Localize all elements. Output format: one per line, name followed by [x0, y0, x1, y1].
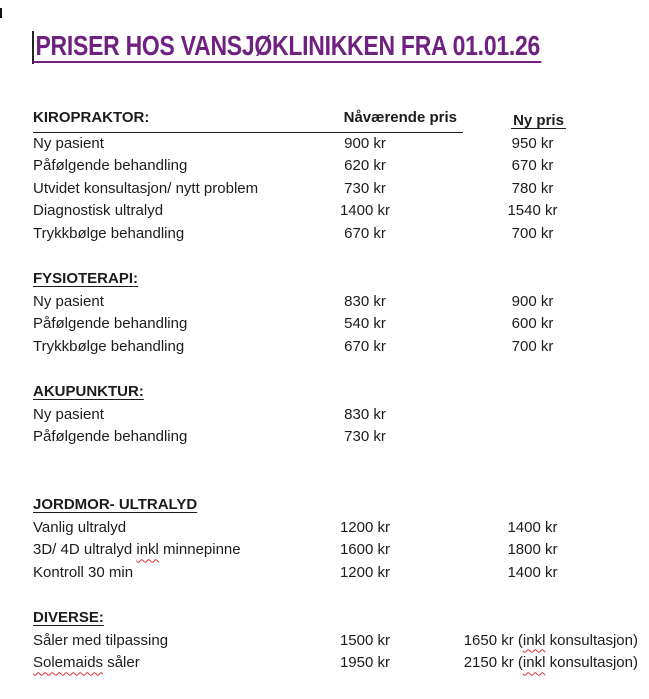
new-price: 780 kr	[511, 179, 554, 197]
new-price: 670 kr	[511, 157, 554, 175]
current-price: 1200 kr	[339, 563, 391, 581]
new-price: 1400 kr	[507, 518, 558, 536]
current-price: 1400 kr	[339, 202, 391, 220]
section-heading: DIVERSE:	[33, 609, 104, 627]
section-akupunktur	[33, 381, 638, 449]
new-price: 1540 kr	[507, 202, 558, 220]
table-row	[33, 426, 638, 449]
row-label: Trykkbølge behandling	[33, 337, 185, 355]
current-price: 1200 kr	[339, 518, 391, 536]
new-price: 1650 kr (inkl konsultasjon)	[463, 631, 638, 649]
current-price: 900 kr	[344, 134, 386, 152]
table-row	[33, 291, 638, 314]
section-heading: FYSIOTERAPI:	[33, 270, 139, 288]
new-price: 1400 kr	[507, 563, 558, 581]
new-price: 700 kr	[511, 224, 554, 242]
table-row	[33, 336, 638, 359]
col-header-current: Nåværende pris	[343, 109, 457, 126]
current-price: 670 kr	[344, 224, 386, 242]
table-header-row	[33, 110, 638, 133]
row-label: Utvidet konsultasjon/ nytt problem	[33, 179, 259, 197]
new-price: 950 kr	[511, 134, 554, 152]
new-price: 2150 kr (inkl konsultasjon)	[463, 654, 638, 672]
row-label: Kontroll 30 min	[33, 563, 134, 581]
section-kiropraktor	[33, 110, 638, 246]
new-price: 1800 kr	[507, 541, 558, 559]
current-price: 540 kr	[344, 315, 386, 333]
row-label: Påfølgende behandling	[33, 157, 188, 175]
new-price: 900 kr	[511, 292, 554, 310]
table-row	[33, 517, 638, 540]
new-price: 700 kr	[511, 337, 554, 355]
table-row	[33, 652, 638, 675]
current-price: 1500 kr	[339, 631, 391, 649]
table-row	[33, 630, 638, 653]
table-row	[33, 404, 638, 427]
row-label: Påfølgende behandling	[33, 428, 188, 446]
table-row	[33, 539, 638, 562]
table-row	[33, 313, 638, 336]
page-title: PRISER HOS VANSJØKLINIKKEN FRA 01.01.26	[33, 32, 542, 63]
current-price: 670 kr	[344, 337, 386, 355]
current-price: 620 kr	[344, 157, 386, 175]
table-row	[33, 223, 638, 246]
current-price: 830 kr	[344, 292, 386, 310]
row-label: Ny pasient	[33, 134, 104, 152]
table-row	[33, 200, 638, 223]
table-row	[33, 562, 638, 585]
section-jordmor-ultralyd	[33, 494, 638, 584]
misspelled-word: inkl	[136, 541, 159, 559]
row-label: Vanlig ultralyd	[33, 518, 127, 536]
current-price: 1600 kr	[339, 541, 391, 559]
table-row	[33, 155, 638, 178]
current-price: 730 kr	[344, 428, 386, 446]
section-fysioterapi	[33, 268, 638, 358]
new-price: 600 kr	[511, 315, 554, 333]
current-price: 1950 kr	[339, 654, 391, 672]
current-price: 830 kr	[344, 405, 386, 423]
current-price: 730 kr	[344, 179, 386, 197]
row-label: Ny pasient	[33, 405, 104, 423]
misspelled-word: inkl	[522, 631, 546, 649]
misspelled-word: inkl	[522, 654, 546, 672]
table-row	[33, 178, 638, 201]
row-label: Solemaids såler	[33, 654, 140, 672]
section-heading: JORDMOR- ULTRALYD	[33, 496, 198, 514]
col-header-new-wrap	[463, 110, 638, 133]
table-row	[33, 133, 638, 156]
row-label: Diagnostisk ultralyd	[33, 202, 164, 220]
row-label: 3D/ 4D ultralyd inkl minnepinne	[33, 541, 241, 559]
row-label: Påfølgende behandling	[33, 315, 188, 333]
row-label: Såler med tilpassing	[33, 631, 169, 649]
section-heading-with-rule	[33, 111, 463, 133]
row-label: Ny pasient	[33, 292, 104, 310]
col-header-new: Ny pris	[513, 112, 564, 129]
price-table	[33, 110, 638, 675]
corner-mark	[0, 8, 2, 18]
row-label: Trykkbølge behandling	[33, 224, 185, 242]
misspelled-word: Solemaids	[33, 654, 104, 672]
section-heading: KIROPRAKTOR:	[33, 109, 150, 126]
section-diverse	[33, 607, 638, 675]
section-heading: AKUPUNKTUR:	[33, 383, 144, 401]
